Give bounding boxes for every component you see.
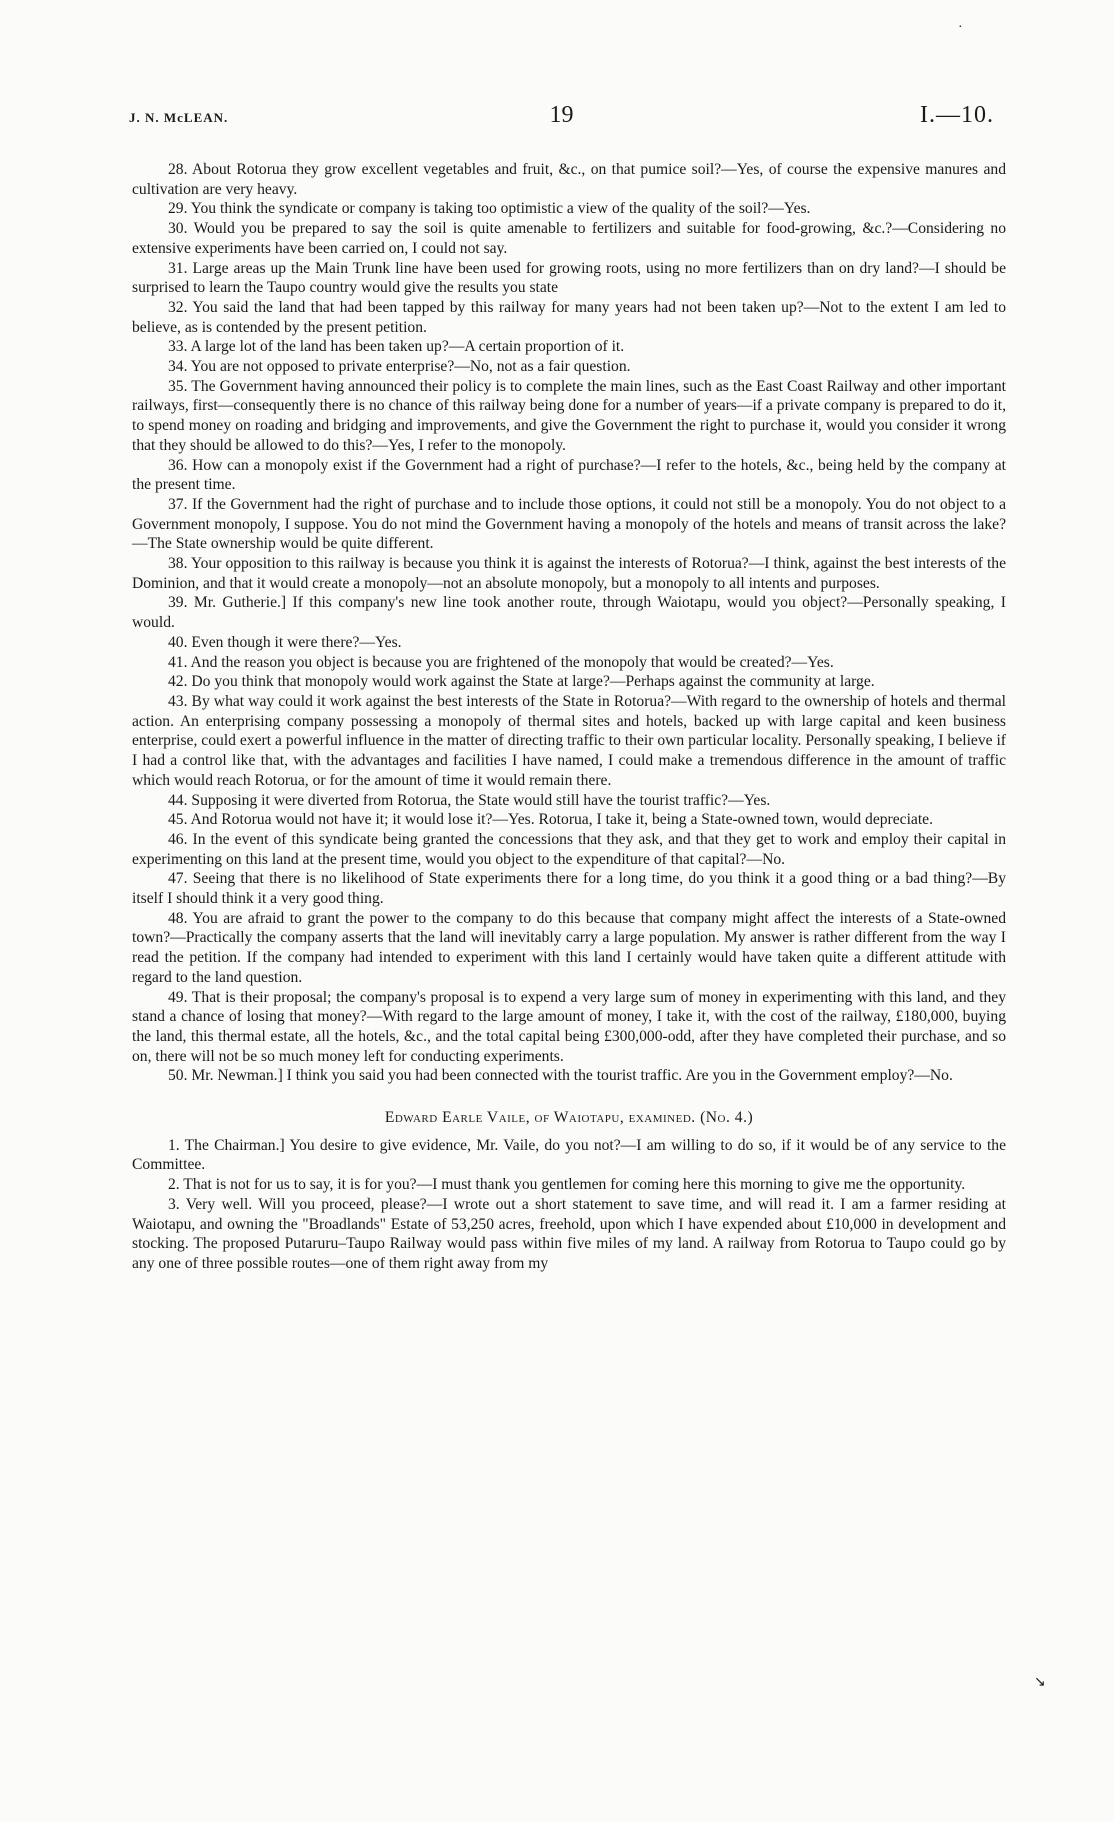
paragraph: 2. That is not for us to say, it is for you?—I must thank you gentlemen for coming here this morning to give me the opportunity.: [168, 1176, 966, 1194]
paragraph: 47. Seeing that there is no likelihood of State experiments there for a long time, do you think it a good thing or a bad thing?—By itself I should think it a very good thing.: [132, 870, 1006, 908]
margin-dot: ·: [958, 20, 963, 35]
paragraph: 1. The Chairman.] You desire to give evidence, Mr. Vaile, do you not?—I am willing to do so, if it would be of any service to the Committee.: [132, 1136, 1006, 1174]
evidence-text: [132, 160, 1006, 1274]
paragraph: 46. In the event of this syndicate being granted the concessions that they ask, and that they get to work and employ their capital in experimenting on this land at the present time, would you object to the expenditure of that capital?—No.: [132, 830, 1006, 868]
paragraph: 35. The Government having announced their policy is to complete the main lines, such as the East Coast Railway and other important railways, first—consequently there is no chance of this railway being done for a number of years—if a private company is prepared to do it, to spend money on roading and bridging and improvements, and give the Government the right to purchase it, would you consider it wrong that they should be allowed to do this?—Yes, I refer to the monopoly.: [132, 377, 1006, 454]
paragraph: 30. Would you be prepared to say the soil is quite amenable to fertilizers and suitable for food-growing, &c.?—Considering no extensive experiments have been carried on, I could not say.: [132, 220, 1006, 257]
paragraph: 33. A large lot of the land has been taken up?—A certain proportion of it.: [168, 338, 625, 356]
paragraph: 42. Do you think that monopoly would work against the State at large?—Perhaps against the community at large.: [168, 673, 875, 691]
page-number: 19: [549, 102, 574, 128]
paragraph: 37. If the Government had the right of purchase and to include those options, it could not still be a monopoly. You do not object to a Government monopoly, I suppose. You do not mind the Government having a monopoly of the hotels and means of transit across the lake?—The State ownership would be quite different.: [132, 495, 1006, 553]
paragraph: 38. Your opposition to this railway is because you think it is against the interests of Rotorua?—I think, against the best interests of the Dominion, and that it would create a monopoly—not an absolute monopoly, but a monopoly to all intents and purposes.: [132, 555, 1006, 592]
paragraph: 39. Mr. Gutherie.] If this company's new line took another route, through Waiotapu, would you object?—Personally speaking, I would.: [132, 594, 1006, 632]
paragraph: 31. Large areas up the Main Trunk line have been used for growing roots, using no more fertilizers than on dry land?—I should be surprised to learn the Taupo country would give the results you state: [132, 259, 1006, 297]
header-witness-name: J. N. McLEAN.: [129, 110, 229, 125]
paragraph: 44. Supposing it were diverted from Rotorua, the State would still have the tourist traffic?—Yes.: [168, 791, 771, 809]
margin-tick: ↘: [1034, 1675, 1046, 1690]
paragraph: 48. You are afraid to grant the power to the company to do this because that company might affect the interests of a State-owned town?—Practically the company asserts that the land will inevitably carry a large population. My answer is rather different from the way I read the petition. If the company had intended to experiment with this land I certainly would have taken quite a different attitude with regard to the land question.: [132, 909, 1006, 986]
paragraph: 49. That is their proposal; the company's proposal is to expend a very large sum of money in experimenting with this land, and they stand a chance of losing that money?—With regard to the large amount of money, I take it, with the cost of the railway, £180,000, buying the land, this thermal estate, all the hotels, &c., and the total capital being £300,000-odd, after they have completed their purchase, and so on, there will not be so much money left for conducting experiments.: [132, 988, 1006, 1065]
document-reference: I.—10.: [920, 102, 994, 128]
paragraph: 3. Very well. Will you proceed, please?—I wrote out a short statement to save time, and will read it. I am a farmer residing at Waiotapu, and owning the "Broadlands" Estate of 53,250 acres, freehold, upon which I have expended about £10,000 in development and stocking. The proposed Putaruru–Taupo Railway would pass within five miles of my land. A railway from Rotorua to Taupo could go by any one of three possible routes—one of them right away from my: [132, 1195, 1006, 1272]
paragraph: 34. You are not opposed to private enterprise?—No, not as a fair question.: [168, 358, 631, 376]
witness-section-heading: Edward Earle Vaile, of Waiotapu, examined. (No. 4.): [384, 1109, 754, 1127]
paragraph: 45. And Rotorua would not have it; it would lose it?—Yes. Rotorua, I take it, being a State-owned town, would depreciate.: [168, 811, 933, 829]
paragraph: 43. By what way could it work against the best interests of the State in Rotorua?—With regard to the ownership of hotels and thermal action. An enterprising company possessing a monopoly of thermal sites and hotels, backed up with large capital and keen business enterprise, could exert a powerful influence in the matter of directing traffic to their own particular locality. Personally speaking, I believe if I had a control like that, with the advantages and facilities I have named, I could make a tremendous difference in the amount of traffic which would reach Rotorua, or for the amount of time it would remain there.: [132, 692, 1006, 789]
paragraph: 50. Mr. Newman.] I think you said you had been connected with the tourist traffic. Are you in the Government employ?—No.: [168, 1067, 953, 1085]
paragraph: 40. Even though it were there?—Yes.: [168, 633, 402, 651]
paragraph: 36. How can a monopoly exist if the Government had a right of purchase?—I refer to the hotels, &c., being held by the company at the present time.: [132, 456, 1006, 494]
paragraph: 29. You think the syndicate or company is taking too optimistic a view of the quality of the soil?—Yes.: [168, 200, 811, 218]
paragraph: 32. You said the land that had been tapped by this railway for many years had not been taken up?—Not to the extent I am led to believe, as is contended by the present petition.: [132, 298, 1006, 336]
paragraph: 41. And the reason you object is because you are frightened of the monopoly that would be created?—Yes.: [168, 653, 834, 671]
page-header: [129, 102, 994, 132]
paragraph: 28. About Rotorua they grow excellent vegetables and fruit, &c., on that pumice soil?—Yes, of course the expensive manures and cultivation are very heavy.: [132, 161, 1006, 198]
